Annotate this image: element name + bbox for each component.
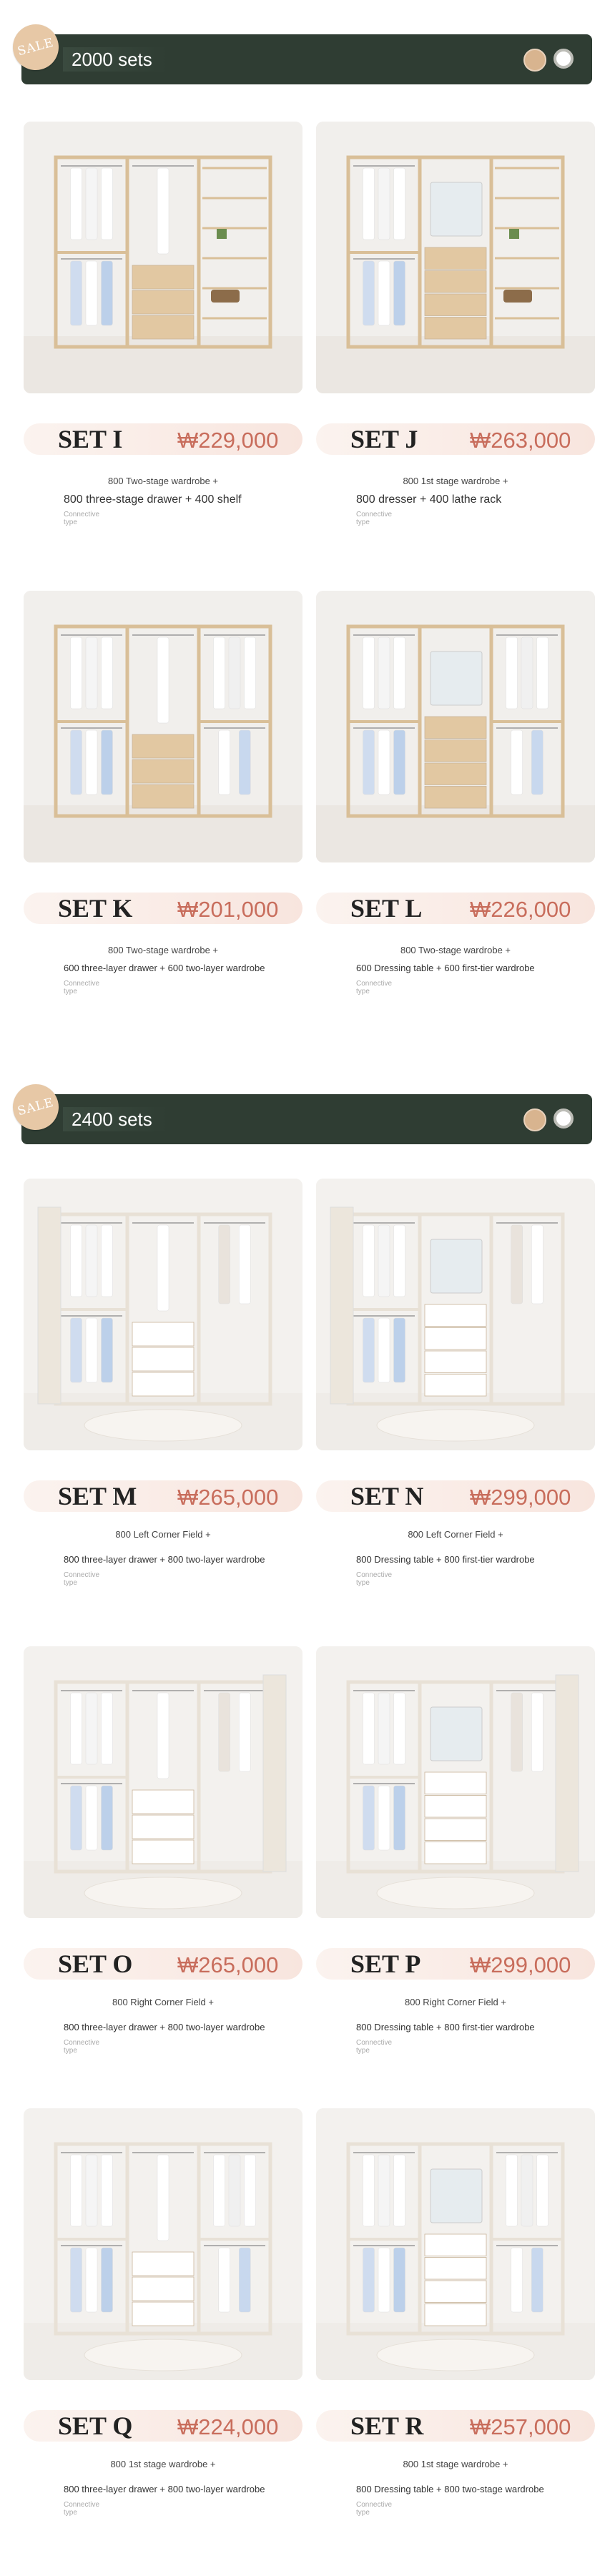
color-options	[523, 49, 574, 72]
composition-line-1: 800 Two-stage wardrobe +	[400, 945, 511, 955]
connective-type-label: Connective type	[64, 980, 100, 996]
composition-line-1: 800 Right Corner Field +	[405, 1997, 506, 2007]
connective-type-label: Connective type	[64, 511, 100, 526]
wardrobe-image	[316, 591, 595, 862]
connective-type-label: Connective type	[356, 511, 393, 526]
set-name: SET J	[350, 425, 418, 453]
connective-type-label: Connective type	[64, 2501, 100, 2517]
wardrobe-image	[24, 1179, 302, 1450]
oak-color-swatch[interactable]	[523, 1108, 546, 1131]
price-banner	[316, 1480, 595, 1512]
composition-line-1: 800 Two-stage wardrobe +	[107, 476, 219, 486]
wardrobe-image	[24, 2108, 302, 2380]
sale-badge: SALE	[8, 19, 64, 75]
set-name: SET R	[350, 2412, 424, 2440]
set-price: ₩257,000	[470, 2414, 571, 2439]
composition-line-2: 800 three-layer drawer + 800 two-layer wardrobe	[64, 2022, 265, 2032]
set-name: SET K	[58, 894, 133, 923]
set-name: SET N	[350, 1482, 424, 1510]
composition-line-1: 800 Right Corner Field +	[112, 1997, 214, 2007]
price-banner	[24, 1480, 302, 1512]
product-photo[interactable]	[24, 122, 302, 393]
composition-line-2: 800 three-layer drawer + 800 two-layer wardrobe	[64, 1554, 265, 1565]
set-price: ₩263,000	[470, 428, 571, 453]
set-price: ₩229,000	[177, 428, 279, 453]
set-name: SET O	[58, 1950, 133, 1978]
oak-color-swatch[interactable]	[523, 49, 546, 72]
price-banner	[24, 1948, 302, 1980]
price-banner	[24, 423, 302, 455]
section-banner-2000	[16, 34, 592, 84]
section-banner-2400	[16, 1094, 592, 1144]
sale-badge: SALE	[8, 1079, 64, 1135]
price-banner	[316, 1948, 595, 1980]
connective-type-label: Connective type	[356, 2039, 393, 2055]
wardrobe-image	[316, 122, 595, 393]
set-price: ₩265,000	[177, 1952, 279, 1977]
section-title: 2400 sets	[63, 1107, 179, 1131]
connective-type-label: Connective type	[356, 1571, 393, 1587]
set-price: ₩299,000	[470, 1952, 571, 1977]
price-banner	[24, 2410, 302, 2442]
product-photo[interactable]	[316, 1179, 595, 1450]
composition-line-1: 800 1st stage wardrobe +	[403, 476, 508, 486]
composition-line-1: 800 1st stage wardrobe +	[110, 2459, 216, 2469]
wardrobe-image	[316, 1646, 595, 1918]
composition-line-1: 800 Left Corner Field +	[408, 1529, 503, 1540]
product-photo[interactable]	[316, 1646, 595, 1918]
product-photo[interactable]	[24, 1179, 302, 1450]
price-banner	[24, 893, 302, 924]
wardrobe-image	[24, 122, 302, 393]
wardrobe-image	[316, 1179, 595, 1450]
composition-line-2: 800 dresser + 400 lathe rack	[356, 493, 502, 506]
wardrobe-image	[316, 2108, 595, 2380]
product-photo[interactable]	[316, 591, 595, 862]
product-photo[interactable]	[316, 122, 595, 393]
product-photo[interactable]	[24, 2108, 302, 2380]
connective-type-label: Connective type	[356, 2501, 393, 2517]
section-title: 2000 sets	[63, 47, 179, 72]
composition-line-2: 600 three-layer drawer + 600 two-layer wardrobe	[64, 963, 265, 973]
price-banner	[316, 893, 595, 924]
composition-line-1: 800 1st stage wardrobe +	[403, 2459, 508, 2469]
set-name: SET L	[350, 894, 423, 923]
set-name: SET M	[58, 1482, 137, 1510]
set-price: ₩265,000	[177, 1485, 279, 1510]
set-price: ₩226,000	[470, 897, 571, 922]
composition-line-2: 800 Dressing table + 800 first-tier wardrobe	[356, 2022, 535, 2032]
composition-line-1: 800 Two-stage wardrobe +	[107, 945, 219, 955]
wardrobe-image	[24, 1646, 302, 1918]
set-price: ₩201,000	[177, 897, 279, 922]
connective-type-label: Connective type	[64, 2039, 100, 2055]
composition-line-2: 800 Dressing table + 800 first-tier wardrobe	[356, 1554, 535, 1565]
connective-type-label: Connective type	[356, 980, 393, 996]
set-name: SET P	[350, 1950, 421, 1978]
composition-line-2: 800 three-layer drawer + 800 two-layer wardrobe	[64, 2484, 265, 2494]
set-name: SET I	[58, 425, 123, 453]
product-photo[interactable]	[24, 591, 302, 862]
product-photo[interactable]	[24, 1646, 302, 1918]
white-color-swatch[interactable]	[554, 1108, 574, 1129]
price-banner	[316, 2410, 595, 2442]
composition-line-2: 800 three-stage drawer + 400 shelf	[64, 493, 242, 506]
set-name: SET Q	[58, 2412, 133, 2440]
color-options	[523, 1108, 574, 1131]
composition-line-2: 800 Dressing table + 800 two-stage wardrobe	[356, 2484, 544, 2494]
product-photo[interactable]	[316, 2108, 595, 2380]
price-banner	[316, 423, 595, 455]
composition-line-2: 600 Dressing table + 600 first-tier wardrobe	[356, 963, 535, 973]
set-price: ₩299,000	[470, 1485, 571, 1510]
white-color-swatch[interactable]	[554, 49, 574, 69]
composition-line-1: 800 Left Corner Field +	[115, 1529, 211, 1540]
connective-type-label: Connective type	[64, 1571, 100, 1587]
wardrobe-image	[24, 591, 302, 862]
set-price: ₩224,000	[177, 2414, 279, 2439]
